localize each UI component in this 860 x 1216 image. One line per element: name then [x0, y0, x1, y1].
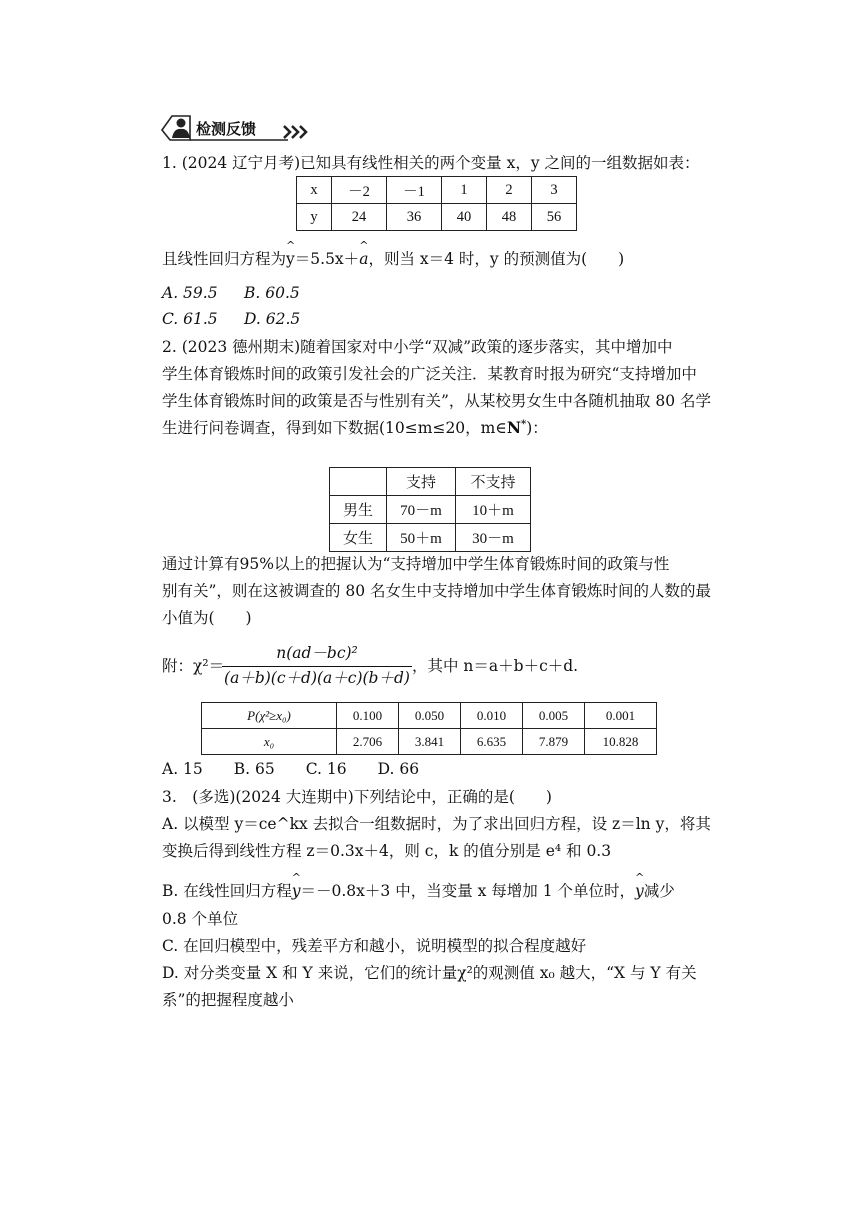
section-banner: [160, 108, 320, 144]
table-row: [330, 524, 531, 552]
table-cell: 0.050: [399, 703, 461, 729]
q1-line2: [162, 250, 624, 269]
section-title: 检测反馈: [196, 120, 257, 138]
q2-line1: 2. (2023 德州期末)随着国家对中小学“双减”政策的逐步落实，其中增加中: [162, 338, 673, 356]
table-cell: 50＋m: [387, 524, 456, 552]
table-cell: 0.005: [523, 703, 585, 729]
q3-stem: 3. (多选)(2024 大连期中)下列结论中，正确的是( ): [162, 788, 552, 806]
a-hat: ^ a: [359, 250, 368, 269]
table-row: [202, 729, 657, 755]
chevron-icon: [284, 126, 306, 138]
table-cell: 48: [487, 204, 532, 231]
table-cell: y: [297, 204, 332, 231]
formula-denominator: (a＋b)(c＋d)(a＋c)(b＋d): [224, 668, 410, 687]
fraction-bar: [222, 666, 412, 667]
q1-data-table: [296, 176, 577, 231]
table-cell: 36: [387, 204, 442, 231]
table-row: [202, 703, 657, 729]
q2-para3: 小值为( ): [162, 609, 252, 627]
q3-option-c: C. 在回归模型中，残差平方和越小，说明模型的拟合程度越好: [162, 937, 587, 955]
table-cell: 男生: [330, 496, 387, 524]
q1-option-a: A. 59.5: [162, 284, 218, 302]
table-cell: 7.879: [523, 729, 585, 755]
table-cell: 70－m: [387, 496, 456, 524]
n-star-symbol: N*: [506, 418, 527, 437]
table-cell: 支持: [387, 468, 456, 496]
q2-options: A. 15 B. 65 C. 16 D. 66: [162, 760, 420, 778]
table-row: [297, 204, 577, 231]
q3-option-a-line2: 变换后得到线性方程 z＝0.3x＋4，则 c，k 的值分别是 e⁴ 和 0.3: [162, 842, 612, 860]
y-hat: ^ y: [292, 882, 301, 901]
formula-where: ，其中 n＝a＋b＋c＋d.: [412, 657, 579, 675]
q3-option-d-line2: 系”的把握程度越小: [162, 991, 294, 1009]
q2-critical-table: [201, 702, 657, 755]
person-icon: [172, 119, 190, 139]
formula-label: 附：χ²＝: [162, 657, 225, 675]
formula-fraction: [222, 644, 412, 687]
q2-line4: [162, 419, 548, 438]
table-cell: －2: [332, 177, 387, 204]
table-cell: 30－m: [456, 524, 531, 552]
table-cell: [330, 468, 387, 496]
q2-para2: 别有关”，则在这被调查的 80 名女生中支持增加中学生体育锻炼时间的人数的最: [162, 582, 712, 600]
table-cell: x: [297, 177, 332, 204]
table-row: [330, 496, 531, 524]
text: ＝5.5x＋: [294, 250, 360, 268]
table-cell: 10.828: [585, 729, 657, 755]
y-hat: ^ y: [635, 882, 644, 901]
table-cell: 不支持: [456, 468, 531, 496]
q2-gender-table: [329, 467, 531, 552]
table-cell: 2: [487, 177, 532, 204]
text: ，则当 x＝4 时，y 的预测值为( ): [368, 250, 625, 268]
table-cell: －1: [387, 177, 442, 204]
q1-option-d: D. 62.5: [244, 310, 301, 328]
table-cell: 2.706: [337, 729, 399, 755]
table-cell: 3.841: [399, 729, 461, 755]
q3-option-d-line1: D. 对分类变量 X 和 Y 来说，它们的统计量χ²的观测值 x₀ 越大，“X 与 Y 有关: [162, 964, 697, 982]
table-cell: 女生: [330, 524, 387, 552]
text: 生进行问卷调查，得到如下数据(10≤m≤20，m∈: [162, 419, 507, 437]
q2-line3: 学生体育锻炼时间的政策是否与性别有关”，从某校男女生中各随机抽取 80 名学: [162, 392, 712, 410]
formula-numerator: n(ad－bc)²: [276, 644, 358, 662]
q2-line2: 学生体育锻炼时间的政策引发社会的广泛关注．某教育时报为研究“支持增加中: [162, 365, 697, 383]
text: B. 在线性回归方程: [162, 882, 292, 900]
q3-option-b-line1: [162, 882, 675, 901]
table-cell: 0.010: [461, 703, 523, 729]
y-hat: ^ y: [286, 250, 295, 269]
table-row: [330, 468, 531, 496]
table-cell: 3: [532, 177, 577, 204]
table-cell: x₀: [202, 729, 337, 755]
table-cell: 56: [532, 204, 577, 231]
table-cell: 0.100: [337, 703, 399, 729]
q3-option-b-line2: 0.8 个单位: [162, 910, 239, 928]
q1-stem: 1. (2024 辽宁月考)已知具有线性相关的两个变量 x，y 之间的一组数据如表：: [162, 154, 700, 172]
text: 减少: [643, 882, 675, 900]
table-cell: 10＋m: [456, 496, 531, 524]
q1-option-b: B. 60.5: [244, 284, 300, 302]
table-row: [297, 177, 577, 204]
text: ＝－0.8x＋3 中，当变量 x 每增加 1 个单位时，: [300, 882, 636, 900]
table-cell: 24: [332, 204, 387, 231]
table-cell: 1: [442, 177, 487, 204]
text: 且线性回归方程为: [162, 250, 287, 268]
text: )：: [526, 419, 548, 437]
table-cell: 0.001: [585, 703, 657, 729]
q2-para1: 通过计算有95%以上的把握认为“支持增加中学生体育锻炼时间的政策与性: [162, 555, 670, 573]
table-cell: 40: [442, 204, 487, 231]
table-cell: P(χ²≥x₀): [202, 703, 337, 729]
q3-option-a-line1: A. 以模型 y＝ce^kx 去拟合一组数据时，为了求出回归方程，设 z＝ln y，将其: [162, 815, 711, 833]
q1-option-c: C. 61.5: [162, 310, 218, 328]
table-cell: 6.635: [461, 729, 523, 755]
